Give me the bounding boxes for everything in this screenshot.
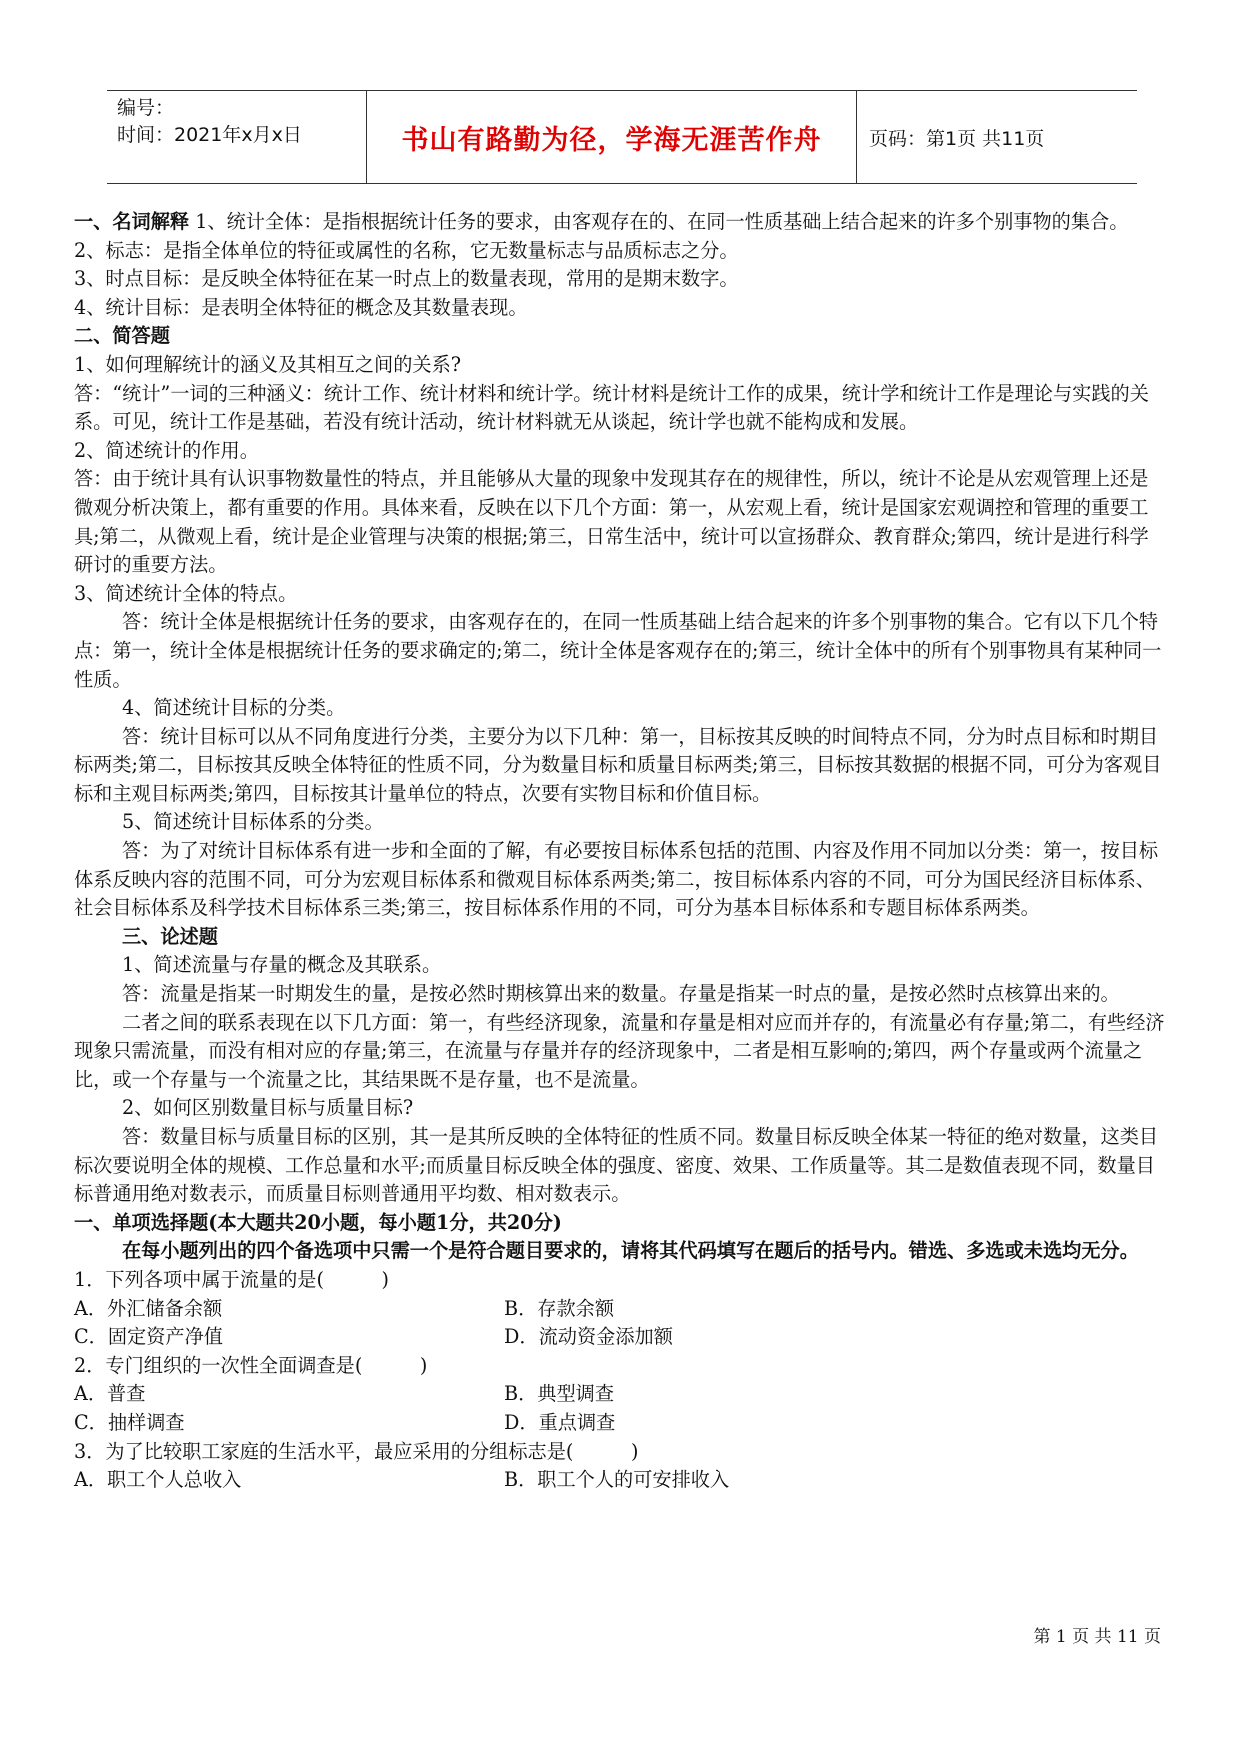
mc-option: A．普查 [74,1382,146,1406]
header-page-label: 页码：第1页 共11页 [869,127,1045,150]
term-item: 3、时点目标：是反映全体特征在某一时点上的数量表现，常用的是期末数字。 [74,267,739,291]
question: 2、简述统计的作用。 [74,438,259,462]
document-body [74,208,1166,1495]
question: 4、简述统计目标的分类。 [122,696,346,720]
number-label: 编号： [117,97,175,119]
mc-options-row [74,1409,1166,1438]
question: 5、简述统计目标体系的分类。 [122,810,384,834]
mc-option: A．外汇储备余额 [74,1296,223,1320]
question: 2、如何区别数量目标与质量目标? [122,1096,414,1120]
question: 1、简述流量与存量的概念及其联系。 [122,953,442,977]
mc-options-row [74,1323,1166,1352]
answer: 答：流量是指某一时期发生的量，是按必然时期核算出来的数量。存量是指某一时点的量，是按必然时点核算出来的。 [122,982,1120,1006]
mc-options-row [74,1295,1166,1324]
mc-option: C．固定资产净值 [74,1325,223,1349]
answer: 答：统计目标可以从不同角度进行分类，主要分为以下几种：第一，目标按其反映的时间特点不同，分为时点目标和时期目标两类;第二，目标按其反映全体特征的性质不同，分为数量目标和质量目标两类;第三，目标按其数据的根据不同，可分为客观目标和主观目标两类;第四，目标按其计量单位的特点，次要有实物目标和价值目标。 [74,724,1162,805]
section-heading: 二、简答题 [74,324,170,348]
mc-option: B．存款余额 [504,1296,615,1320]
mc-question: 2．专门组织的一次性全面调查是( ) [74,1353,428,1377]
mc-options-row [74,1466,1166,1495]
section-heading: 一、单项选择题(本大题共20小题，每小题1分，共20分) [74,1210,562,1234]
answer: 答：由于统计具有认识事物数量性的特点，并且能够从大量的现象中发现其存在的规律性，所以，统计不论是从宏观管理上还是微观分析决策上，都有重要的作用。具体来看，反映在以下几个方面：第一，从宏观上看，统计是国家宏观调控和管理的重要工具;第二，从微观上看，统计是企业管理与决策的根据;第三，日常生活中，统计可以宣扬群众、教育群众;第四，统计是进行科学研讨的重要方法。 [74,467,1149,577]
mc-option: B．典型调查 [504,1382,615,1406]
term-item: 4、统计目标：是表明全体特征的概念及其数量表现。 [74,295,528,319]
question: 3、简述统计全体的特点。 [74,581,298,605]
header-motto: 书山有路勤为径，学海无涯苦作舟 [367,91,857,183]
term-text: 1、统计全体：是指根据统计任务的要求，由客观存在的、在同一性质基础上结合起来的许多个别事物的集合。 [189,210,1129,233]
answer: 二者之间的联系表现在以下几方面：第一，有些经济现象，流量和存量是相对应而并存的，有流量必有存量;第二，有些经济现象只需流量，而没有相对应的存量;第三，在流量与存量并存的经济现象中，二者是相互影响的;第四，两个存量或两个流量之比，或一个存量与一个流量之比，其结果既不是存量，也不是流量。 [74,1010,1165,1091]
section-heading: 一、名词解释 [74,210,190,233]
term-item: 2、标志：是指全体单位的特征或属性的名称，它无数量标志与品质标志之分。 [74,238,739,262]
answer: 答：为了对统计目标体系有进一步和全面的了解，有必要按目标体系包括的范围、内容及作用不同加以分类：第一，按目标体系反映内容的范围不同，可分为宏观目标体系和微观目标体系两类;第二，按目标体系内容的不同，可分为国民经济目标体系、社会目标体系及科学技术目标体系三类;第三，按目标体系作用的不同，可分为基本目标体系和专题目标体系两类。 [74,839,1159,920]
mc-options-row [74,1380,1166,1409]
mc-option: C．抽样调查 [74,1410,185,1434]
mc-option: D．流动资金添加额 [504,1325,673,1349]
answer: 答：“统计”一词的三种涵义：统计工作、统计材料和统计学。统计材料是统计工作的成果，统计学和统计工作是理论与实践的关系。可见，统计工作是基础，若没有统计活动，统计材料就无从谈起，统计学也就不能构成和发展。 [74,381,1149,434]
mc-option: D．重点调查 [504,1410,616,1434]
time-label: 时间：2021年x月x日 [117,124,302,146]
header-meta [107,91,367,183]
question: 1、如何理解统计的涵义及其相互之间的关系? [74,352,462,376]
header-table [107,90,1137,184]
answer: 答：数量目标与质量目标的区别，其一是其所反映的全体特征的性质不同。数量目标反映全体某一特征的绝对数量，这类目标次要说明全体的规模、工作总量和水平;而质量目标反映全体的强度、密度、效果、工作质量等。其二是数值表现不同，数量目标普通用绝对数表示，而质量目标则普通用平均数、相对数表示。 [74,1125,1159,1206]
page-footer: 第 1 页 共 11 页 [1033,1627,1161,1647]
instruction: 在每小题列出的四个备选项中只需一个是符合题目要求的，请将其代码填写在题后的括号内。错选、多选或未选均无分。 [122,1239,1139,1263]
term-item [74,208,1166,237]
mc-option: B．职工个人的可安排收入 [504,1468,730,1492]
mc-question: 3．为了比较职工家庭的生活水平，最应采用的分组标志是( ) [74,1439,639,1463]
section-heading: 三、论述题 [122,924,218,948]
answer: 答：统计全体是根据统计任务的要求，由客观存在的，在同一性质基础上结合起来的许多个别事物的集合。它有以下几个特点：第一，统计全体是根据统计任务的要求确定的;第二，统计全体是客观存在的;第三，统计全体中的所有个别事物具有某种同一性质。 [74,610,1162,691]
mc-question: 1．下列各项中属于流量的是( ) [74,1267,389,1291]
mc-option: A．职工个人总收入 [74,1468,242,1492]
